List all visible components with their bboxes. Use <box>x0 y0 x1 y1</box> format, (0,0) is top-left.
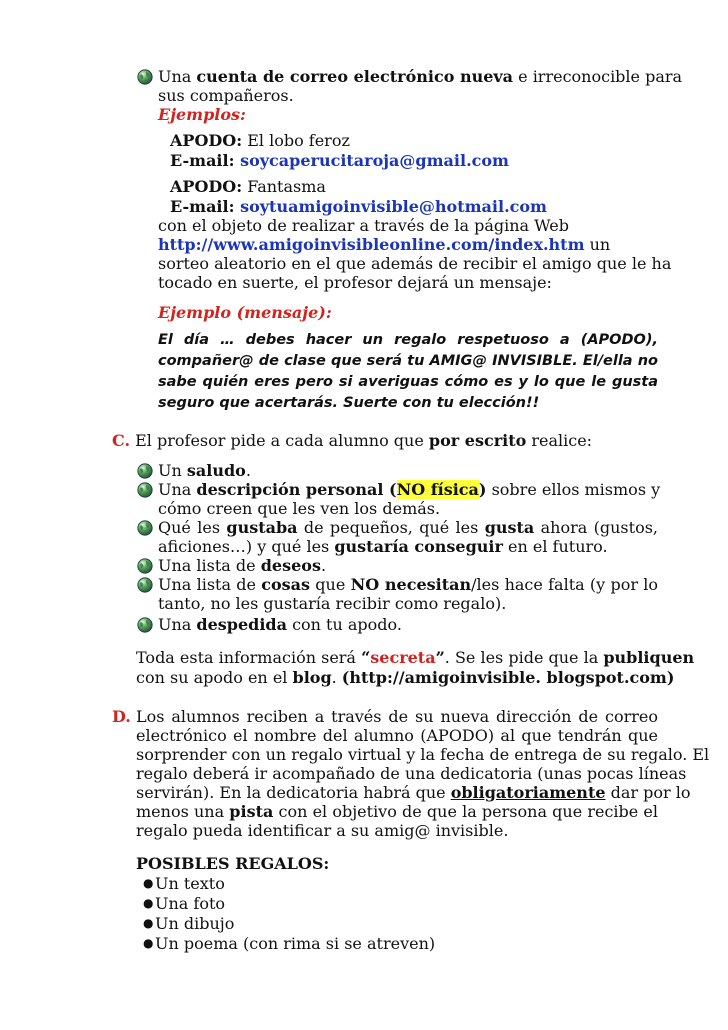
regalo-item: Una foto <box>155 894 226 913</box>
ejemplos-label: Ejemplos: <box>158 105 246 124</box>
objeto-line: con el objeto de realizar a través de la página Web <box>158 216 570 235</box>
section-d-line: regalo deberá ir acompañado de una dedicatoria (unas pocas líneas <box>136 764 687 783</box>
section-d-line6: menos una pista con el objetivo de que la persona que recibe el <box>136 802 659 821</box>
list-item-gustos-line2: aficiones…) y qué les gustaría conseguir en el futuro. <box>158 537 608 556</box>
example2-email: E-mail: soytuamigoinvisible@hotmail.com <box>170 197 547 216</box>
globe-icon <box>137 577 153 593</box>
globe-icon <box>137 520 153 536</box>
regalo-item: Un texto <box>155 874 225 893</box>
list-item-saludo: Un saludo. <box>158 461 251 480</box>
example1-apodo: APODO: El lobo feroz <box>170 131 350 150</box>
sorteo-line1: sorteo aleatorio en el que además de recibir el amigo que le ha <box>158 254 672 273</box>
globe-icon <box>137 558 153 574</box>
regalo-item: Un dibujo <box>155 914 235 933</box>
list-item-despedida: Una despedida con tu apodo. <box>158 615 402 634</box>
example1-email: E-mail: soycaperucitaroja@gmail.com <box>170 151 509 170</box>
mensaje-line: sabe quién eres pero si averiguas cómo es y lo que le gusta <box>158 374 658 390</box>
dot-bullet-icon: ● <box>143 936 154 950</box>
list-item-cosas: Una lista de cosas que NO necesitan/les hace falta (y por lo <box>158 575 659 594</box>
toda-info-line2: con su apodo en el blog. (http://amigoinvisible. blogspot.com) <box>136 668 675 687</box>
url-line: http://www.amigoinvisibleonline.com/index.htm un <box>158 235 611 254</box>
blog-url-link[interactable]: (http://amigoinvisible. blogspot.com) <box>341 668 675 687</box>
sorteo-line2: tocado en suerte, el profesor dejará un mensaje: <box>158 273 552 292</box>
list-item-descripcion-line2: cómo creen que les ven los demás. <box>158 499 441 518</box>
section-d-letter: D. <box>112 707 131 726</box>
section-d-line: electrónico el nombre del alumno (APODO) al que tendrán que <box>136 726 658 745</box>
globe-icon <box>137 482 153 498</box>
toda-info-line1: Toda esta información será “secreta”. Se les pide que la publiquen <box>136 648 695 667</box>
section-d-line7: regalo pueda identificar a su amig@ invisible. <box>136 821 509 840</box>
ejemplo-mensaje-label: Ejemplo (mensaje): <box>158 303 332 322</box>
dot-bullet-icon: ● <box>143 916 154 930</box>
item-cuenta-line1: Una cuenta de correo electrónico nueva e irreconocible para <box>158 67 683 86</box>
mensaje-line: El día … debes hacer un regalo respetuoso a (APODO), <box>158 332 658 348</box>
section-d-line: sorprender con un regalo virtual y la fecha de entrega de su regalo. El <box>136 745 710 764</box>
list-item-gustos: Qué les gustaba de pequeños, qué les gusta ahora (gustos, <box>158 518 658 537</box>
item-cuenta-line2: sus compañeros. <box>158 86 294 105</box>
globe-icon <box>137 463 153 479</box>
web-url-link[interactable]: http://www.amigoinvisibleonline.com/index.htm <box>158 235 585 254</box>
globe-icon <box>137 617 153 633</box>
list-item-deseos: Una lista de deseos. <box>158 556 327 575</box>
section-c-letter: C. <box>112 431 131 450</box>
section-c-intro: C. El profesor pide a cada alumno que por escrito realice: <box>112 431 593 450</box>
posibles-regalos-title: POSIBLES REGALOS: <box>136 854 330 873</box>
list-item-descripcion: Una descripción personal (NO física) sobre ellos mismos y <box>158 480 661 499</box>
globe-icon <box>137 69 153 85</box>
dot-bullet-icon: ● <box>143 896 154 910</box>
regalo-item: Un poema (con rima si se atreven) <box>155 934 436 953</box>
mensaje-line: compañer@ de clase que será tu AMIG@ INVISIBLE. El/ella no <box>158 353 658 369</box>
section-d-line: Los alumnos reciben a través de su nueva dirección de correo <box>136 707 658 726</box>
dot-bullet-icon: ● <box>143 876 154 890</box>
mensaje-line: seguro que acertarás. Suerte con tu elección!! <box>158 395 540 411</box>
example2-apodo: APODO: Fantasma <box>170 177 326 196</box>
section-d-line5: servirán). En la dedicatoria habrá que obligatoriamente dar por lo <box>136 783 691 802</box>
list-item-cosas-line2: tanto, no les gustaría recibir como regalo). <box>158 594 507 613</box>
